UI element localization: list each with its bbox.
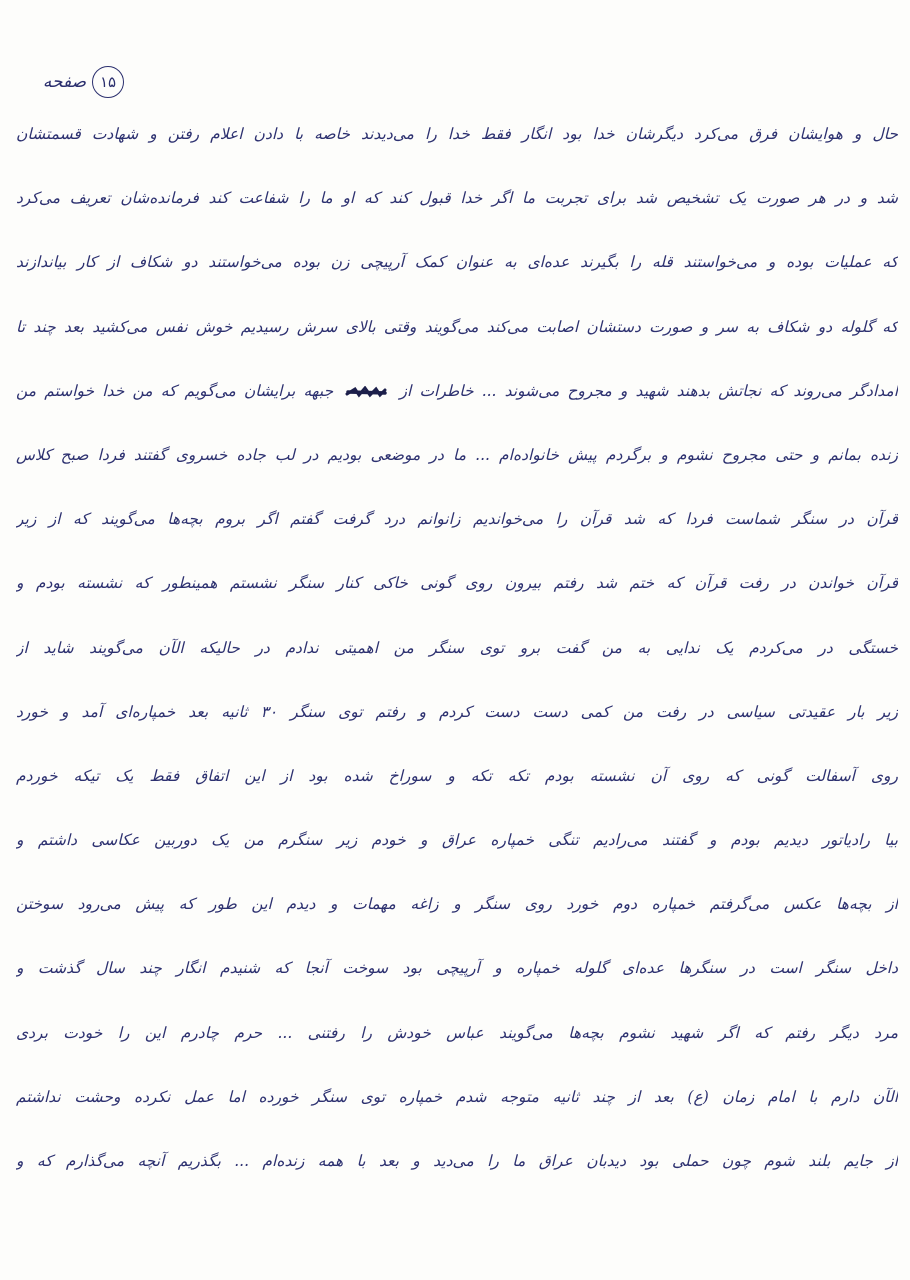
text-line-5-part-1: امدادگر می‌روند که نجاتش بدهند شهید و مجروح می‌شوند ... خاطرات از [399,381,898,400]
text-line-6: زنده بمانم و حتی مجروح نشوم و برگردم پیش خانواده‌ام ... ما در موضعی بودیم در لب جاده خسروی گفتند فردا صبح کلاس [16,445,898,464]
page-number-header [43,66,124,98]
text-line-17: از جایم بلند شوم چون حملی بود دیدبان عراق ما را می‌دید و بعد با همه زنده‌ام ... بگذریم آنچه می‌گذارم که و [16,1152,898,1170]
text-line-16: الآن دارم با امام زمان (ع) بعد از چند ثانیه متوجه شدم خمپاره توی سنگر خورده اما عمل نکرده وحشت نداشتم [16,1087,898,1106]
text-line-5 [16,365,898,429]
text-line-4: که گلوله دو شکاف به سر و صورت دستشان اصابت می‌کند می‌گویند وقتی بالای سرش رسیدیم خوش نفس می‌کشید بعد چند تا [16,317,898,336]
text-line-7: قرآن در سنگر شماست فردا که شد قرآن را می‌خواندیم زانوانم درد گرفت گفتم اگر بروم بچه‌ها می‌گویند که از زیر [16,510,898,529]
text-line-1: حال و هوایشان فرق می‌کرد دیگرشان خدا بود انگار فقط خدا را می‌دیدند خاصه با دادن اعلام رفتن و شهادت قسمتشان [16,125,898,143]
text-line-2: شد و در هر صورت یک تشخیص شد برای تجربت ما اگر خدا قبول کند که او ما را شفاعت کند فرمانده‌شان تعریف می‌کرد [16,189,898,208]
page-number-label: صفحه [42,72,86,92]
text-line-10: زیر بار عقیدتی سیاسی در رفت من کمی دست دست کردم و رفتم توی سنگر ۳۰ ثانیه بعد خمپاره‌ای آمد و خورد [16,702,898,721]
handwritten-text-body [16,108,898,1199]
text-line-5-part-2: جبهه برایشان می‌گویم که من خدا خواستم من [16,381,334,400]
text-line-12: بیا رادیاتور دیدیم بودم و گفتند می‌رادیم تنگی خمپاره عراق و خودم زیر سنگرم من یک دوربین عکاسی داشتم و [16,831,898,850]
page-number-circle: ۱۵ [92,66,124,98]
text-line-11: روی آسفالت گونی که روی آن نشسته بودم تکه تکه و سوراخ شده بود از این اتفاق فقط یک تیکه خوردم [16,766,898,785]
text-line-14: داخل سنگر است در سنگرها عده‌ای گلوله خمپاره و آرپیچی بود سوخت آنجا که شنیدم انگار چند سال گذشت و [16,959,898,978]
text-line-13: از بچه‌ها عکس می‌گرفتم خمپاره دوم خورد روی سنگر و زاغه مهمات و دیدم این طور که پیش می‌رود سوختن [16,895,898,914]
text-line-8: قرآن خواندن در رفت قرآن که ختم شد رفتم بیرون روی گونی خاکی کنار سنگر نشستم همینطور که نشسته بودم و [16,574,898,593]
text-line-15: مرد دیگر رفتم که اگر شهید نشوم بچه‌ها می‌گویند عباس خودش را رفتنی ... حرم چادرم این را خودت بردی [16,1023,898,1042]
text-line-9: خستگی در می‌کردم یک ندایی به من گفت برو توی سنگر من اهمیتی ندادم در حالیکه الآن می‌گویند شاید از [16,638,898,657]
scribble-mark-icon [345,386,387,398]
text-line-3: که عملیات بوده و می‌خواستند قله را بگیرند عده‌ای به عنوان کمک آرپیچی زن بوده می‌خواستند دو شکاف از کار بیاندازند [16,253,898,272]
